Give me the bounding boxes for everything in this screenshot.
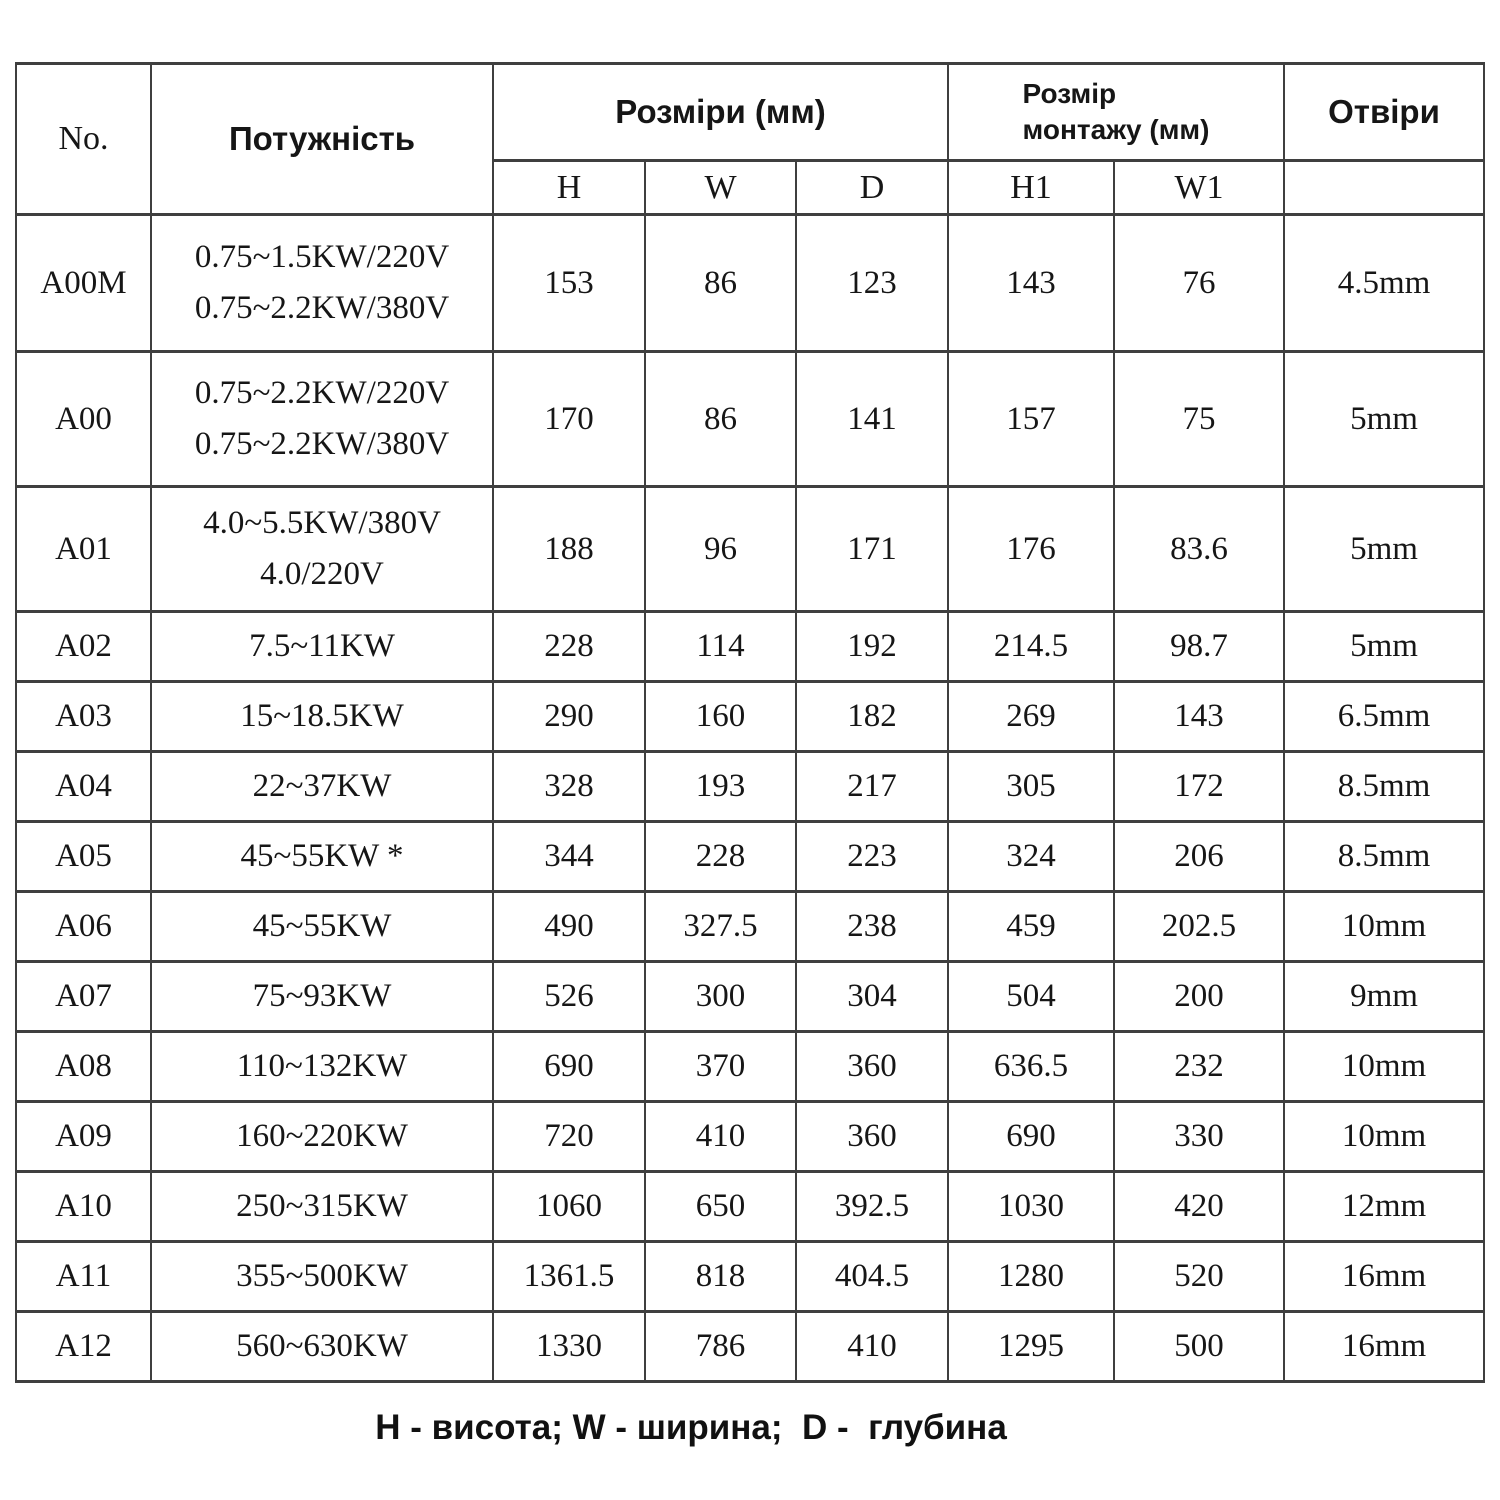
cell-power <box>151 892 493 962</box>
power-line: 110~132KW <box>236 1047 408 1084</box>
power-line: 45~55KW * <box>240 837 404 874</box>
table-header <box>16 64 1484 215</box>
cell-w1: 206 <box>1114 822 1284 892</box>
cell-power <box>151 1242 493 1312</box>
dimensions-spec-table <box>15 62 1485 1383</box>
cell-w1: 330 <box>1114 1102 1284 1172</box>
cell-w1: 500 <box>1114 1312 1284 1382</box>
cell-w: 818 <box>645 1242 796 1312</box>
cell-no: A00 <box>16 352 151 487</box>
cell-h1: 459 <box>948 892 1114 962</box>
cell-h1: 305 <box>948 752 1114 822</box>
power-line: 560~630KW <box>236 1327 408 1364</box>
cell-d: 182 <box>796 682 948 752</box>
cell-h: 228 <box>493 612 645 682</box>
cell-w1: 420 <box>1114 1172 1284 1242</box>
cell-no: A07 <box>16 962 151 1032</box>
cell-d: 123 <box>796 215 948 352</box>
cell-d: 410 <box>796 1312 948 1382</box>
cell-no: A11 <box>16 1242 151 1312</box>
cell-w1: 200 <box>1114 962 1284 1032</box>
cell-d: 223 <box>796 822 948 892</box>
column-header-holes-empty <box>1284 161 1484 215</box>
cell-d: 238 <box>796 892 948 962</box>
cell-w: 86 <box>645 352 796 487</box>
column-header-no: No. <box>16 64 151 215</box>
cell-no: A12 <box>16 1312 151 1382</box>
cell-holes: 9mm <box>1284 962 1484 1032</box>
cell-w: 327.5 <box>645 892 796 962</box>
cell-h1: 1280 <box>948 1242 1114 1312</box>
mounting-header-lines <box>1023 76 1210 149</box>
power-line: 22~37KW <box>252 767 392 804</box>
cell-h: 290 <box>493 682 645 752</box>
cell-holes: 6.5mm <box>1284 682 1484 752</box>
cell-h: 328 <box>493 752 645 822</box>
cell-h1: 269 <box>948 682 1114 752</box>
cell-h: 490 <box>493 892 645 962</box>
cell-h: 344 <box>493 822 645 892</box>
cell-no: A04 <box>16 752 151 822</box>
cell-power <box>151 1172 493 1242</box>
cell-d: 360 <box>796 1102 948 1172</box>
spec-table-container <box>15 62 1483 1383</box>
power-line: 0.75~2.2KW/380V <box>194 290 450 326</box>
column-header-d: D <box>796 161 948 215</box>
cell-w: 160 <box>645 682 796 752</box>
column-header-w: W <box>645 161 796 215</box>
power-line: 75~93KW <box>252 977 392 1014</box>
cell-holes: 8.5mm <box>1284 752 1484 822</box>
cell-no: A01 <box>16 487 151 612</box>
cell-h: 1060 <box>493 1172 645 1242</box>
table-row <box>16 822 1484 892</box>
cell-w1: 520 <box>1114 1242 1284 1312</box>
cell-h1: 504 <box>948 962 1114 1032</box>
table-row <box>16 682 1484 752</box>
cell-d: 304 <box>796 962 948 1032</box>
cell-power <box>151 215 493 352</box>
cell-holes: 5mm <box>1284 487 1484 612</box>
table-row <box>16 1102 1484 1172</box>
power-line: 0.75~2.2KW/380V <box>194 426 450 462</box>
power-line: 15~18.5KW <box>240 697 404 734</box>
cell-d: 192 <box>796 612 948 682</box>
cell-holes: 16mm <box>1284 1312 1484 1382</box>
legend-note: H - висота; W - ширина; D - глубина <box>375 1408 1007 1447</box>
column-header-holes: Отвіри <box>1284 64 1484 161</box>
cell-holes: 10mm <box>1284 1032 1484 1102</box>
cell-w1: 232 <box>1114 1032 1284 1102</box>
cell-power <box>151 1312 493 1382</box>
cell-d: 217 <box>796 752 948 822</box>
cell-power <box>151 1102 493 1172</box>
cell-w1: 172 <box>1114 752 1284 822</box>
cell-w1: 83.6 <box>1114 487 1284 612</box>
table-row <box>16 892 1484 962</box>
cell-w: 300 <box>645 962 796 1032</box>
column-header-h: H <box>493 161 645 215</box>
cell-h: 170 <box>493 352 645 487</box>
cell-d: 360 <box>796 1032 948 1102</box>
cell-holes: 12mm <box>1284 1172 1484 1242</box>
column-header-w1: W1 <box>1114 161 1284 215</box>
cell-no: A08 <box>16 1032 151 1102</box>
power-line: 0.75~1.5KW/220V <box>194 238 450 275</box>
cell-h1: 143 <box>948 215 1114 352</box>
cell-power <box>151 752 493 822</box>
power-line: 250~315KW <box>236 1187 408 1224</box>
table-row <box>16 962 1484 1032</box>
cell-d: 404.5 <box>796 1242 948 1312</box>
cell-no: A03 <box>16 682 151 752</box>
cell-holes: 10mm <box>1284 892 1484 962</box>
cell-no: A02 <box>16 612 151 682</box>
cell-h: 153 <box>493 215 645 352</box>
cell-holes: 16mm <box>1284 1242 1484 1312</box>
cell-h1: 1295 <box>948 1312 1114 1382</box>
cell-d: 392.5 <box>796 1172 948 1242</box>
cell-holes: 10mm <box>1284 1102 1484 1172</box>
cell-w: 193 <box>645 752 796 822</box>
table-row <box>16 752 1484 822</box>
cell-w1: 202.5 <box>1114 892 1284 962</box>
cell-h: 720 <box>493 1102 645 1172</box>
mounting-header-line1: Розмір <box>1022 77 1117 109</box>
cell-h1: 690 <box>948 1102 1114 1172</box>
power-line: 355~500KW <box>236 1257 408 1294</box>
table-row <box>16 215 1484 352</box>
cell-w: 228 <box>645 822 796 892</box>
column-header-power: Потужність <box>151 64 493 215</box>
cell-w: 114 <box>645 612 796 682</box>
table-row <box>16 1172 1484 1242</box>
cell-w: 96 <box>645 487 796 612</box>
table-row <box>16 1242 1484 1312</box>
cell-no: A00M <box>16 215 151 352</box>
header-group-row <box>16 64 1484 161</box>
cell-h: 1361.5 <box>493 1242 645 1312</box>
cell-no: A09 <box>16 1102 151 1172</box>
cell-power <box>151 612 493 682</box>
cell-w1: 143 <box>1114 682 1284 752</box>
cell-h1: 324 <box>948 822 1114 892</box>
table-row <box>16 487 1484 612</box>
column-group-dimensions: Розміри (мм) <box>493 64 948 161</box>
cell-h1: 214.5 <box>948 612 1114 682</box>
cell-h1: 176 <box>948 487 1114 612</box>
table-row <box>16 1032 1484 1102</box>
cell-w: 370 <box>645 1032 796 1102</box>
cell-h: 1330 <box>493 1312 645 1382</box>
table-row <box>16 1312 1484 1382</box>
mounting-header-line2: монтажу (мм) <box>1022 114 1210 145</box>
power-line: 160~220KW <box>236 1117 408 1154</box>
power-line: 0.75~2.2KW/220V <box>194 374 450 411</box>
cell-power <box>151 1032 493 1102</box>
power-line: 4.0/220V <box>260 556 384 592</box>
cell-power <box>151 487 493 612</box>
table-body <box>16 215 1484 1382</box>
column-header-h1: H1 <box>948 161 1114 215</box>
cell-d: 171 <box>796 487 948 612</box>
cell-w1: 98.7 <box>1114 612 1284 682</box>
cell-h1: 1030 <box>948 1172 1114 1242</box>
cell-power <box>151 962 493 1032</box>
cell-no: A10 <box>16 1172 151 1242</box>
cell-h: 188 <box>493 487 645 612</box>
cell-power <box>151 822 493 892</box>
cell-holes: 5mm <box>1284 352 1484 487</box>
cell-h1: 636.5 <box>948 1032 1114 1102</box>
cell-w: 650 <box>645 1172 796 1242</box>
cell-holes: 8.5mm <box>1284 822 1484 892</box>
power-line: 4.0~5.5KW/380V <box>203 504 441 541</box>
table-row <box>16 612 1484 682</box>
cell-h: 690 <box>493 1032 645 1102</box>
cell-w1: 75 <box>1114 352 1284 487</box>
cell-no: A06 <box>16 892 151 962</box>
cell-holes: 5mm <box>1284 612 1484 682</box>
cell-no: A05 <box>16 822 151 892</box>
cell-w: 786 <box>645 1312 796 1382</box>
cell-power <box>151 352 493 487</box>
cell-d: 141 <box>796 352 948 487</box>
cell-w: 86 <box>645 215 796 352</box>
cell-holes: 4.5mm <box>1284 215 1484 352</box>
cell-w: 410 <box>645 1102 796 1172</box>
cell-power <box>151 682 493 752</box>
power-line: 45~55KW <box>252 907 392 944</box>
cell-w1: 76 <box>1114 215 1284 352</box>
power-line: 7.5~11KW <box>249 627 395 664</box>
cell-h: 526 <box>493 962 645 1032</box>
column-group-mounting <box>948 64 1284 161</box>
table-row <box>16 352 1484 487</box>
cell-h1: 157 <box>948 352 1114 487</box>
